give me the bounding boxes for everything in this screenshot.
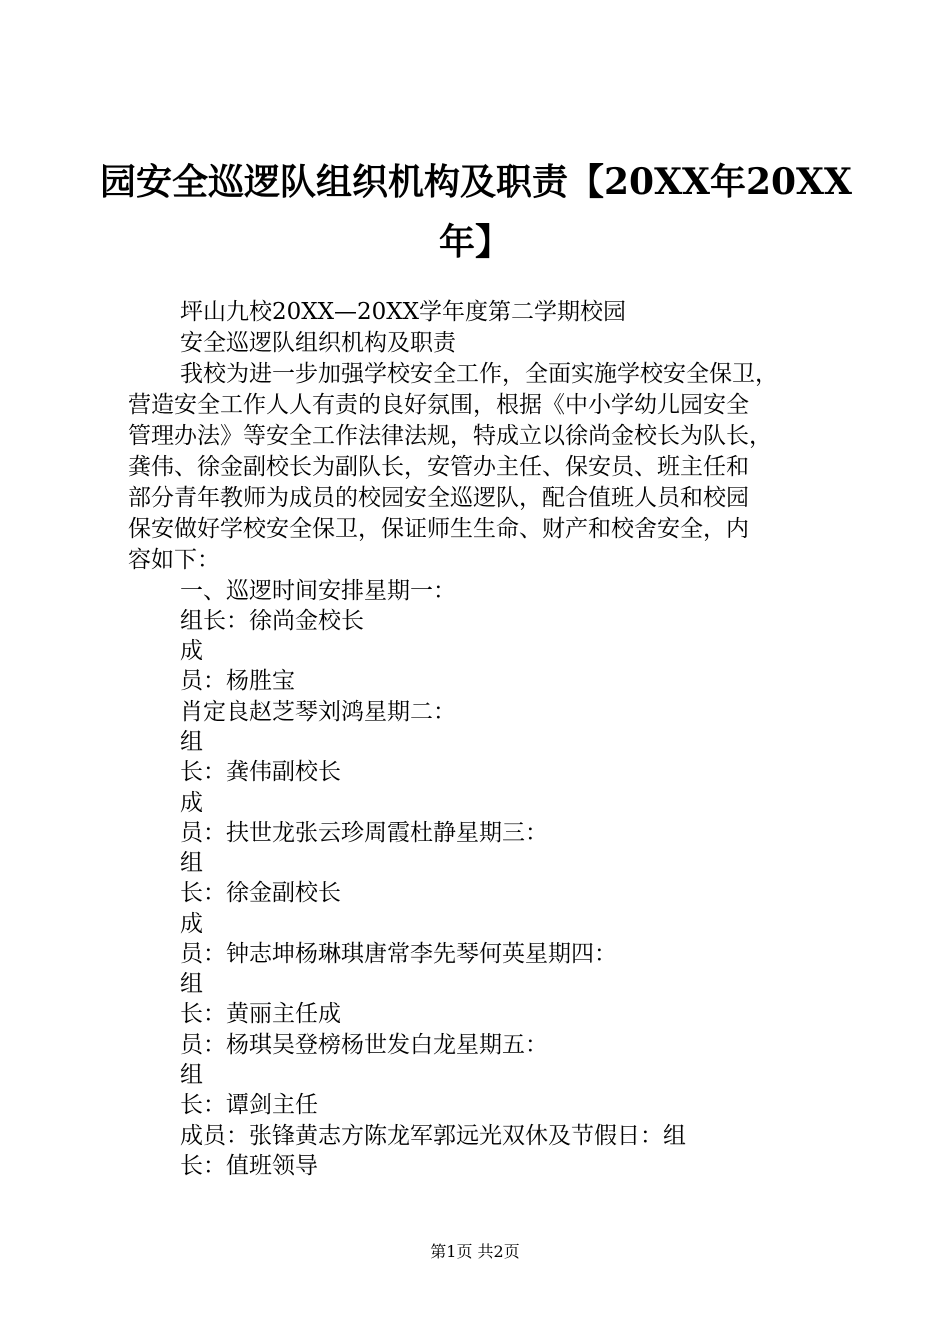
- text-line: 员：扶世龙张云珍周霞杜静星期三：: [180, 820, 548, 846]
- page-footer: 第1页 共2页: [430, 1242, 520, 1261]
- text-line: 组长：徐尚金校长: [180, 608, 364, 634]
- text-line: 组: [180, 729, 203, 755]
- text-line: 肖定良赵芝琴刘鸿星期二：: [180, 699, 456, 725]
- text-line: 龚伟、徐金副校长为副队长，安管办主任、保安员、班主任和: [128, 454, 749, 480]
- text-line: 员：钟志坤杨琳琪唐常李先琴何英星期四：: [180, 941, 617, 967]
- document-title-line-1: 园安全巡逻队组织机构及职责【20XX年20XX: [100, 161, 852, 203]
- text-line: 成: [180, 638, 203, 664]
- text-line: 长：徐金副校长: [180, 880, 341, 906]
- text-line: 安全巡逻队组织机构及职责: [180, 330, 456, 356]
- text-line: 保安做好学校安全保卫，保证师生生命、财产和校舍安全，内: [128, 516, 749, 542]
- text-line: 员：杨胜宝: [180, 668, 295, 694]
- text-line: 容如下：: [128, 547, 220, 573]
- text-line: 我校为进一步加强学校安全工作，全面实施学校安全保卫，: [180, 361, 778, 387]
- text-line: 管理办法》等安全工作法律法规，特成立以徐尚金校长为队长，: [128, 423, 772, 449]
- text-line: 部分青年教师为成员的校园安全巡逻队，配合值班人员和校园: [128, 485, 749, 511]
- text-line: 营造安全工作人人有责的良好氛围，根据《中小学幼儿园安全: [128, 392, 749, 418]
- text-line: 长：值班领导: [180, 1153, 318, 1179]
- text-line: 组: [180, 850, 203, 876]
- text-line: 成员：张锋黄志方陈龙军郭远光双休及节假日：组: [180, 1123, 686, 1149]
- text-line: 坪山九校20XX—20XX学年度第二学期校园: [180, 299, 627, 325]
- text-line: 成: [180, 790, 203, 816]
- text-line: 长：龚伟副校长: [180, 759, 341, 785]
- text-line: 一、巡逻时间安排星期一：: [180, 578, 456, 604]
- document-title-line-2: 年】: [438, 221, 511, 263]
- text-line: 长：黄丽主任成: [180, 1001, 341, 1027]
- text-line: 成: [180, 911, 203, 937]
- text-line: 员：杨琪吴登榜杨世发白龙星期五：: [180, 1032, 548, 1058]
- text-line: 长：谭剑主任: [180, 1092, 318, 1118]
- text-line: 组: [180, 971, 203, 997]
- text-line: 组: [180, 1062, 203, 1088]
